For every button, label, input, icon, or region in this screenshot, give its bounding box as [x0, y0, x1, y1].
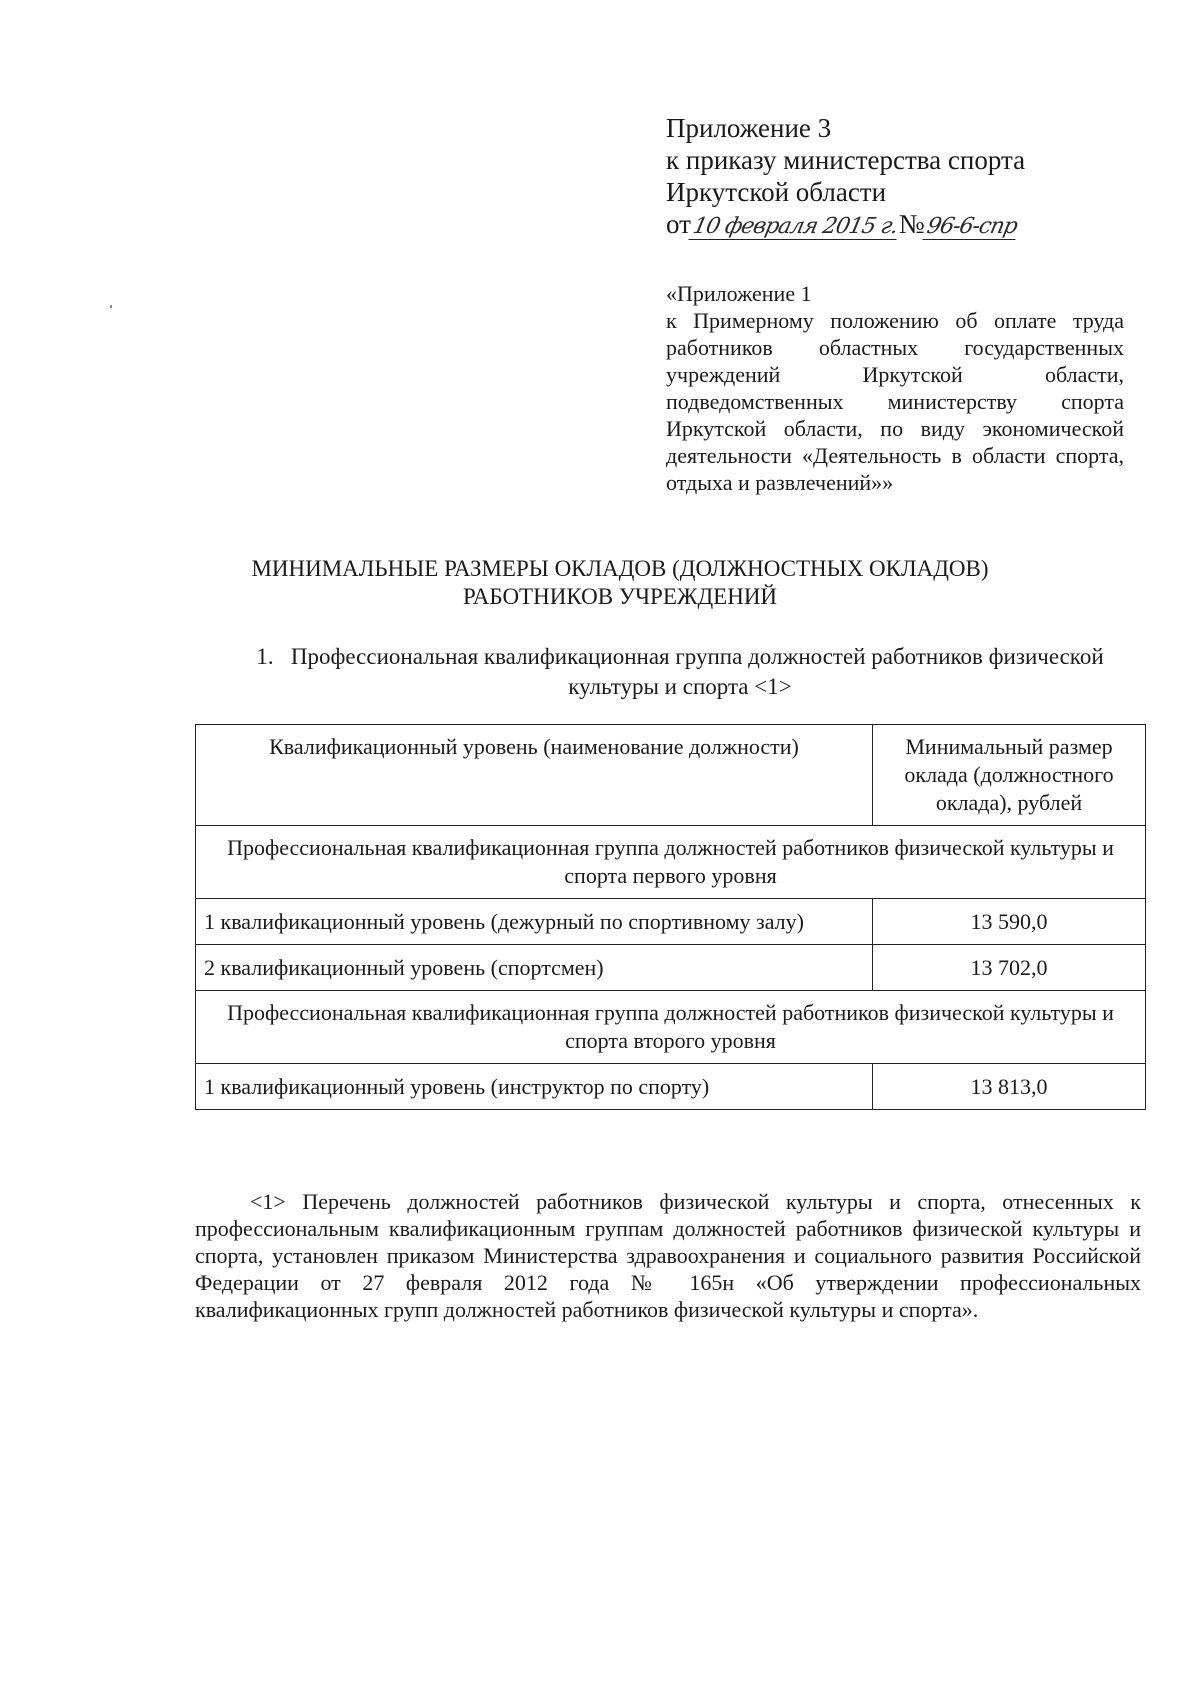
- group-row: [196, 826, 1146, 899]
- appendix-block: [666, 112, 1136, 240]
- scan-speck: [110, 305, 112, 308]
- header-min-salary: Минимальный размер оклада (должностного оклада), рублей: [873, 725, 1146, 826]
- group-title: Профессиональная квалификационная группа должностей работников физической культуры и спорта второго уровня: [196, 991, 1146, 1064]
- handwritten-number: 96-6-спр: [922, 215, 1021, 240]
- heading-line-2: РАБОТНИКОВ УЧРЕЖДЕНИЙ: [462, 584, 778, 609]
- table-row: [196, 945, 1146, 991]
- nested-appendix-title: «Приложение 1: [666, 281, 812, 306]
- header-qualification-level: Квалификационный уровень (наименование должности): [196, 725, 873, 826]
- row-value: 13 702,0: [873, 945, 1146, 991]
- handwritten-date: 10 февраля 2015 г.: [688, 215, 901, 240]
- appendix-title: Приложение 3: [666, 113, 832, 143]
- nested-appendix-text: к Примерному положению об оплате труда работников областных государственных учреждений Иркутской области, подведомственных министерству спорта Иркутской области, по виду экономической деятельности «Деятельность в области спорта, отдыха и развлечений»»: [666, 308, 1124, 495]
- row-value: 13 813,0: [873, 1064, 1146, 1110]
- group-title: Профессиональная квалификационная группа должностей работников физической культуры и спорта первого уровня: [196, 826, 1146, 899]
- nested-appendix-block: [666, 280, 1124, 496]
- row-name: 1 квалификационный уровень (дежурный по спортивному залу): [196, 899, 873, 945]
- salary-table: [195, 724, 1146, 1110]
- table-row: [196, 899, 1146, 945]
- heading-line-1: МИНИМАЛЬНЫЕ РАЗМЕРЫ ОКЛАДОВ (ДОЛЖНОСТНЫХ ОКЛАДОВ): [251, 556, 989, 581]
- from-prefix: от: [666, 209, 691, 239]
- number-sign: №: [898, 209, 925, 239]
- group-row: [196, 991, 1146, 1064]
- row-name: 2 квалификационный уровень (спортсмен): [196, 945, 873, 991]
- document-heading: [150, 555, 1090, 611]
- appendix-region: Иркутской области: [666, 177, 887, 207]
- footnote: <1> Перечень должностей работников физической культуры и спорта, отнесенных к профессиональным квалификационным группам должностей работников физической культуры и спорта, установлен приказом Министерства здравоохранения и социального развития Российской Федерации от 27 февраля 2012 года № 165н «Об утверждении профессиональных квалификационных групп должностей работников физической культуры и спорта».: [195, 1189, 1141, 1322]
- section-title-text: Профессиональная квалификационная группа должностей работников физической культуры и спорта <1>: [290, 644, 1104, 699]
- section-number: 1.: [256, 644, 274, 669]
- appendix-date-number: [666, 208, 1136, 240]
- row-name: 1 квалификационный уровень (инструктор по спорту): [196, 1064, 873, 1110]
- section-title: [230, 642, 1130, 702]
- appendix-order-ref: к приказу министерства спорта: [666, 145, 1026, 175]
- table-header-row: [196, 725, 1146, 826]
- row-value: 13 590,0: [873, 899, 1146, 945]
- table-row: [196, 1064, 1146, 1110]
